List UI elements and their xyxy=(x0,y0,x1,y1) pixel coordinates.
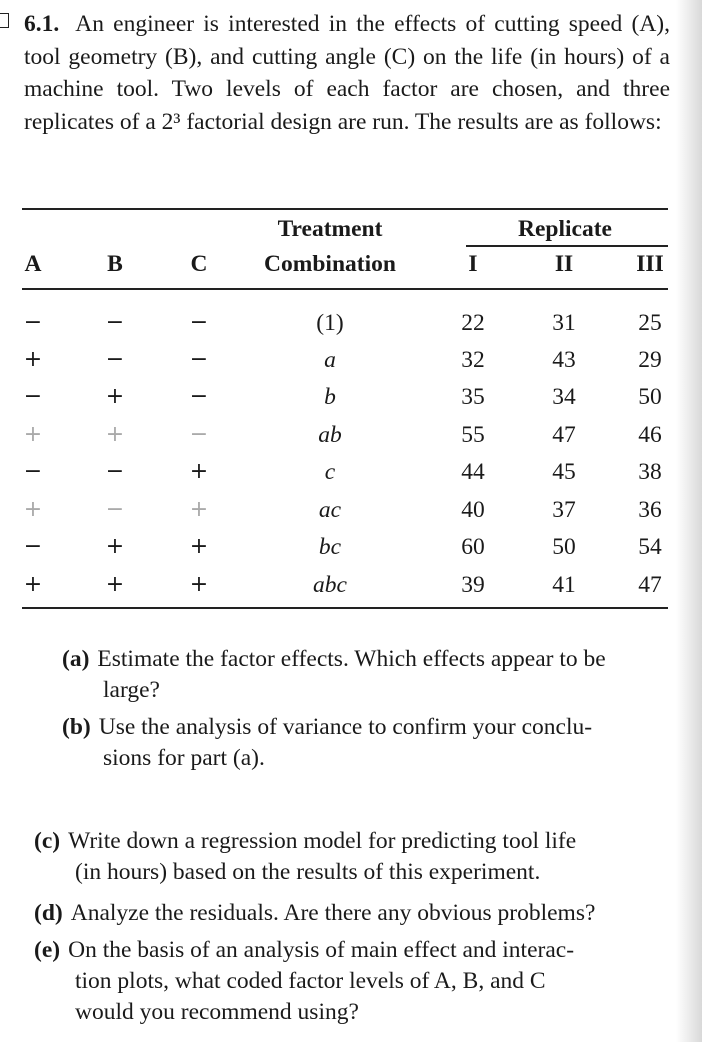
cell-c: − xyxy=(189,422,209,447)
header-b: B xyxy=(107,251,123,277)
cell-b: − xyxy=(105,497,125,522)
question-label: (e) xyxy=(34,937,61,963)
cell-iii: 50 xyxy=(638,384,662,410)
cell-iii: 47 xyxy=(638,572,662,598)
header-a: A xyxy=(24,251,42,277)
table-bottom-rule xyxy=(22,607,668,609)
cell-c: + xyxy=(189,572,209,597)
cell-b: − xyxy=(105,459,125,484)
problem-number: 6.1. xyxy=(24,11,60,37)
cell-a: + xyxy=(23,347,43,372)
table-header-rule xyxy=(22,288,668,290)
question-label: (b) xyxy=(62,714,91,740)
question-text: large? xyxy=(103,677,160,703)
cell-a: − xyxy=(23,534,43,559)
question-item xyxy=(34,898,668,929)
treatment-combination: b xyxy=(324,384,336,410)
question-line xyxy=(62,712,668,743)
page-edge-shadow xyxy=(676,0,702,1042)
question-line xyxy=(34,935,668,966)
cell-iii: 36 xyxy=(638,497,662,523)
problem-statement xyxy=(24,8,670,138)
question-text: (in hours) based on the results of this experiment. xyxy=(75,859,541,885)
header-replicate: Replicate xyxy=(518,216,612,242)
cell-i: 22 xyxy=(461,310,485,336)
header-treatment: Treatment xyxy=(277,216,383,242)
cell-a: − xyxy=(23,459,43,484)
question-label: (a) xyxy=(62,646,90,672)
cell-b: + xyxy=(105,534,125,559)
question-text: On the basis of an analysis of main effect and interac- xyxy=(68,937,575,963)
cell-ii: 45 xyxy=(552,459,576,485)
cell-i: 32 xyxy=(461,347,485,373)
treatment-combination: bc xyxy=(318,534,342,560)
cell-c: + xyxy=(189,497,209,522)
cell-b: + xyxy=(105,572,125,597)
checkbox-icon[interactable] xyxy=(0,13,9,28)
treatment-combination: ab xyxy=(318,422,342,448)
question-text: tion plots, what coded factor levels of A, B, and C xyxy=(75,968,546,994)
question-text: Write down a regression model for predicting tool life xyxy=(68,828,577,854)
replicate-rule xyxy=(466,245,668,247)
cell-i: 40 xyxy=(461,497,485,523)
header-rep-iii: III xyxy=(636,251,664,277)
cell-ii: 31 xyxy=(552,310,576,336)
treatment-combination: ac xyxy=(318,497,342,523)
cell-b: − xyxy=(105,310,125,335)
question-text: Estimate the factor effects. Which effects appear to be xyxy=(97,646,606,672)
cell-b: − xyxy=(105,347,125,372)
cell-c: + xyxy=(189,459,209,484)
cell-c: − xyxy=(189,347,209,372)
treatment-combination: c xyxy=(324,459,336,485)
cell-i: 39 xyxy=(461,572,485,598)
question-label: (d) xyxy=(34,900,63,926)
question-text: Analyze the residuals. Are there any obvious problems? xyxy=(70,900,596,926)
question-item xyxy=(62,712,668,774)
cell-a: − xyxy=(23,310,43,335)
cell-iii: 38 xyxy=(638,459,662,485)
cell-c: + xyxy=(189,534,209,559)
problem-text: An engineer is interested in the effects of cutting speed (A), tool geometry (B), and cutting angle (C) on the life (in hours) of a machine tool. Two levels of each factor are chosen, and three replicates of a 2³ factorial design are run. The results are as follows: xyxy=(24,11,670,135)
question-label: (c) xyxy=(34,828,61,854)
cell-a: + xyxy=(23,572,43,597)
treatment-combination: a xyxy=(324,347,336,373)
treatment-combination: (1) xyxy=(316,310,344,336)
cell-a: − xyxy=(23,384,43,409)
header-rep-i: I xyxy=(468,251,478,277)
header-c: C xyxy=(190,251,208,277)
cell-i: 55 xyxy=(461,422,485,448)
cell-ii: 34 xyxy=(552,384,576,410)
cell-b: + xyxy=(105,422,125,447)
question-item xyxy=(62,644,668,706)
cell-a: + xyxy=(23,422,43,447)
cell-c: − xyxy=(189,310,209,335)
question-item xyxy=(34,826,668,888)
question-line xyxy=(34,826,668,857)
cell-i: 44 xyxy=(461,459,485,485)
cell-ii: 43 xyxy=(552,347,576,373)
header-rep-ii: II xyxy=(554,251,574,277)
cell-iii: 25 xyxy=(638,310,662,336)
cell-iii: 29 xyxy=(638,347,662,373)
cell-i: 35 xyxy=(461,384,485,410)
cell-iii: 54 xyxy=(638,534,662,560)
cell-c: − xyxy=(189,384,209,409)
question-line xyxy=(62,644,668,675)
cell-iii: 46 xyxy=(638,422,662,448)
table-top-rule xyxy=(22,208,668,210)
question-text: would you recommend using? xyxy=(75,999,359,1025)
question-text: Use the analysis of variance to confirm your conclu- xyxy=(98,714,593,740)
treatment-combination: abc xyxy=(313,572,347,598)
cell-ii: 50 xyxy=(552,534,576,560)
cell-i: 60 xyxy=(461,534,485,560)
question-item xyxy=(34,935,668,1028)
cell-b: + xyxy=(105,384,125,409)
cell-a: + xyxy=(23,497,43,522)
cell-ii: 47 xyxy=(552,422,576,448)
question-text: sions for part (a). xyxy=(103,745,265,771)
cell-ii: 41 xyxy=(552,572,576,598)
cell-ii: 37 xyxy=(552,497,576,523)
question-line xyxy=(34,898,668,929)
header-combination: Combination xyxy=(264,251,396,277)
